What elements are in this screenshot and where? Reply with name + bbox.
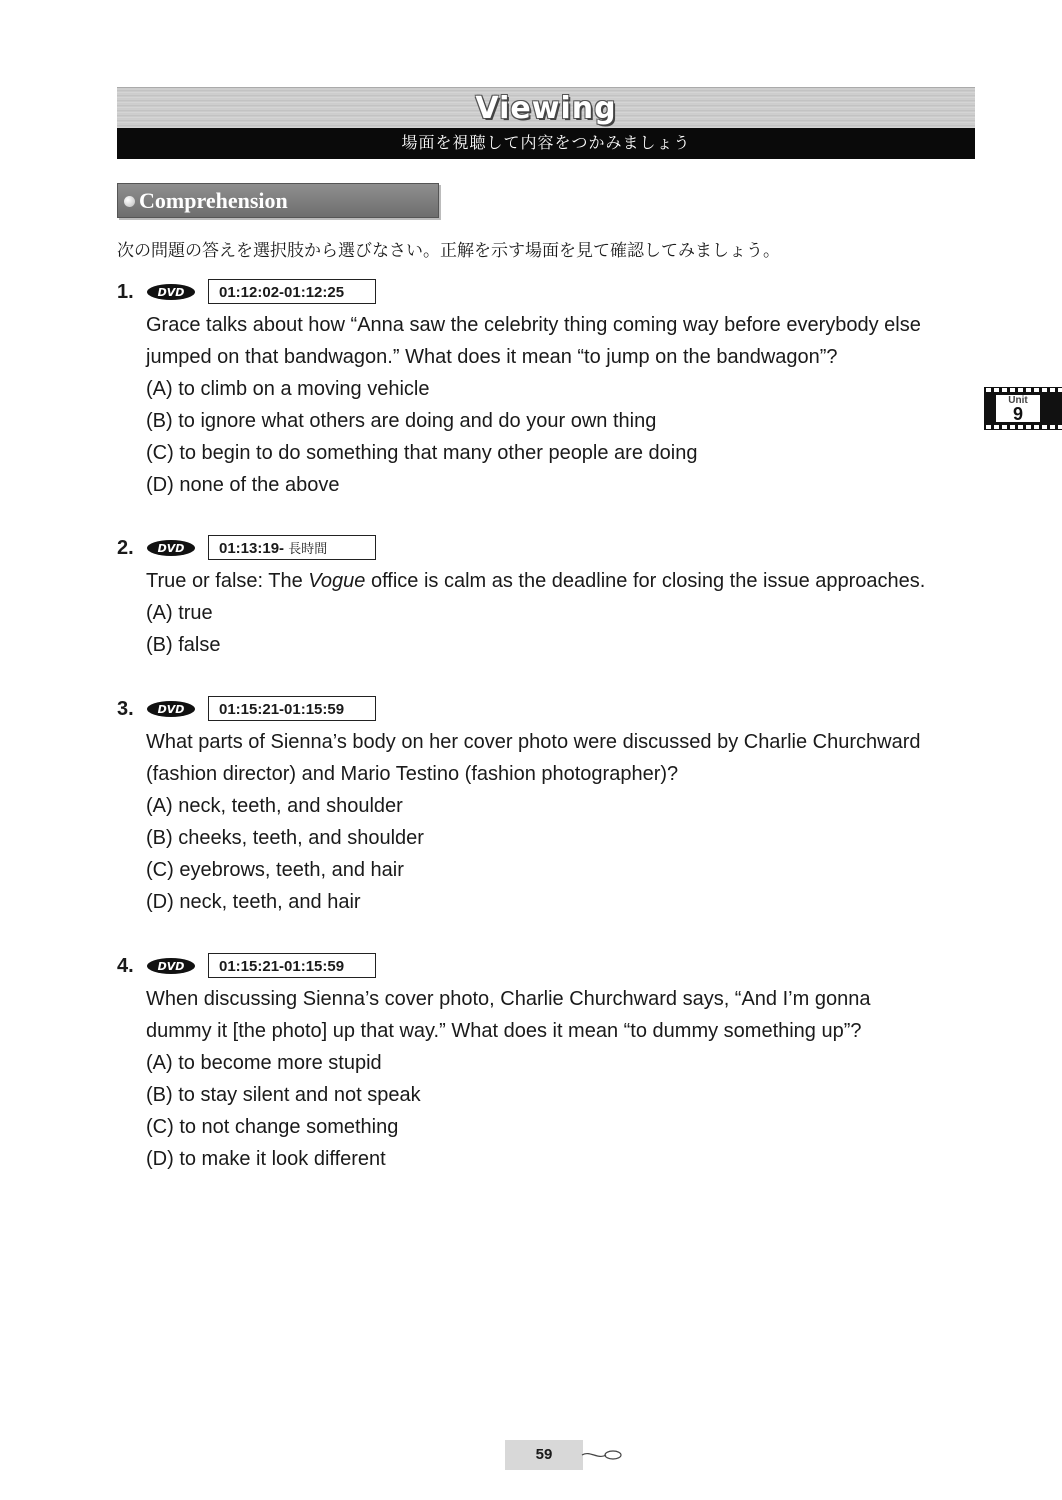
answer-option: (C) to not change something — [146, 1116, 399, 1138]
dvd-logo-icon — [146, 539, 196, 557]
timecode-text: 01:12:02-01:12:25 — [219, 284, 345, 301]
question-number: 4. — [117, 955, 134, 977]
question-stem-line: What parts of Sienna’s body on her cover photo were discussed by Charlie Churchward — [146, 731, 921, 753]
question-number: 3. — [117, 698, 134, 720]
timecode-box — [208, 535, 376, 560]
film-holes-top — [986, 388, 1062, 392]
timecode-box — [208, 279, 376, 304]
bullet-icon — [124, 196, 135, 207]
string-decoration-icon — [580, 1446, 622, 1464]
unit-label: Unit — [1008, 395, 1028, 406]
svg-text:DVD: DVD — [157, 286, 185, 299]
timecode-box — [208, 696, 376, 721]
question-stem-line: (fashion director) and Mario Testino (fashion photographer)? — [146, 763, 679, 785]
page-number: 59 — [505, 1440, 583, 1470]
dvd-logo-icon — [146, 700, 196, 718]
question-stem-line: jumped on that bandwagon.” What does it mean “to jump on the bandwagon”? — [146, 346, 838, 368]
timecode-text: 01:15:21-01:15:59 — [219, 958, 345, 975]
answer-option: (C) eyebrows, teeth, and hair — [146, 859, 404, 881]
question-4 — [117, 953, 997, 1175]
answer-option: (A) to become more stupid — [146, 1052, 382, 1074]
instructions: 次の問題の答えを選択肢から選びなさい。正解を示す場面を見て確認してみましょう。 — [117, 241, 780, 260]
answer-option: (D) neck, teeth, and hair — [146, 891, 361, 913]
page-subtitle: 場面を視聴して内容をつかみましょう — [117, 128, 975, 159]
stem-text: office is calm as the deadline for closing the issue approaches. — [365, 570, 926, 592]
dvd-logo-icon — [146, 283, 196, 301]
stem-text: True or false: The — [146, 570, 309, 592]
question-number: 1. — [117, 281, 134, 303]
section-label-text: Comprehension — [139, 188, 288, 213]
viewing-banner — [117, 87, 975, 129]
answer-option: (C) to begin to do something that many other people are doing — [146, 442, 698, 464]
section-label — [117, 183, 439, 218]
answer-option: (A) true — [146, 602, 213, 624]
answer-option: (B) cheeks, teeth, and shoulder — [146, 827, 424, 849]
timecode-text: 01:15:21-01:15:59 — [219, 701, 345, 718]
question-stem-line: When discussing Sienna’s cover photo, Charlie Churchward says, “And I’m gonna — [146, 988, 871, 1010]
answer-option: (A) neck, teeth, and shoulder — [146, 795, 403, 817]
unit-tab — [984, 387, 1062, 430]
page-title: Viewing — [475, 91, 617, 126]
answer-option: (A) to climb on a moving vehicle — [146, 378, 430, 400]
svg-text:DVD: DVD — [157, 960, 185, 973]
question-stem-line: dummy it [the photo] up that way.” What does it mean “to dummy something up”? — [146, 1020, 862, 1042]
question-stem-line — [146, 565, 997, 597]
stem-emphasis: Vogue — [308, 570, 366, 592]
answer-option: (D) none of the above — [146, 474, 340, 496]
question-2 — [117, 535, 997, 661]
dvd-logo-icon — [146, 957, 196, 975]
question-number: 2. — [117, 537, 134, 559]
unit-box — [996, 395, 1040, 422]
question-1 — [117, 279, 997, 501]
svg-text:DVD: DVD — [157, 703, 185, 716]
timecode-box — [208, 953, 376, 978]
question-3 — [117, 696, 997, 918]
answer-option: (B) to stay silent and not speak — [146, 1084, 421, 1106]
svg-text:DVD: DVD — [157, 542, 185, 555]
answer-option: (D) to make it look different — [146, 1148, 386, 1170]
unit-number: 9 — [1012, 404, 1023, 424]
question-stem-line: Grace talks about how “Anna saw the celebrity thing coming way before everybody else — [146, 314, 921, 336]
timecode-suffix: 長時間 — [288, 541, 328, 556]
answer-option: (B) false — [146, 634, 221, 656]
film-holes-bottom — [986, 425, 1062, 429]
timecode-text: 01:13:19- — [219, 540, 285, 557]
answer-option: (B) to ignore what others are doing and do your own thing — [146, 410, 657, 432]
